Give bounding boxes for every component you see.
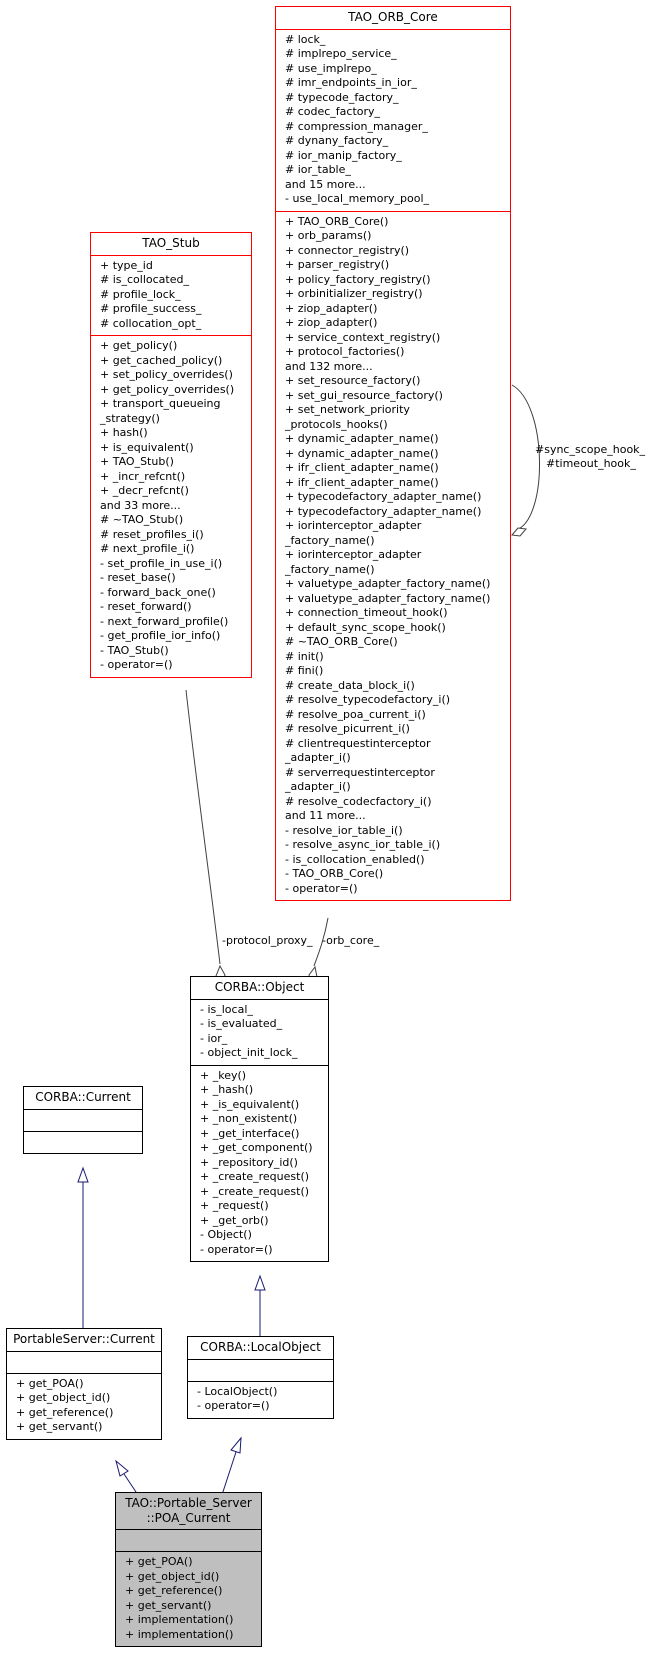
inherit-arrow-corba-object bbox=[255, 1276, 265, 1290]
member-line: # resolve_picurrent_i() bbox=[285, 722, 410, 735]
member-line: + get_POA() bbox=[16, 1376, 84, 1390]
member-line: - ior_ bbox=[200, 1031, 228, 1045]
member-line: + ifr_client_adapter_name() bbox=[285, 461, 439, 474]
member-line: and 15 more... bbox=[285, 177, 366, 191]
member-line: + protocol_factories() bbox=[285, 345, 405, 358]
attributes-section bbox=[24, 1109, 142, 1131]
member-line: # dynany_factory_ bbox=[285, 134, 389, 147]
member-line: + get_reference() bbox=[16, 1405, 114, 1419]
member-line: # typecode_factory_ bbox=[285, 90, 399, 104]
member-line: + get_policy_overrides() bbox=[100, 382, 235, 396]
member-line: # ior_table_ bbox=[285, 163, 351, 176]
member-line: # implrepo_service_ bbox=[285, 47, 397, 60]
member-line: + _get_orb() bbox=[200, 1213, 269, 1227]
attributes-section bbox=[276, 29, 510, 211]
member-line: + hash() bbox=[100, 426, 148, 439]
member-line: + _key() bbox=[200, 1068, 247, 1082]
member-line: + implementation() bbox=[125, 1613, 234, 1626]
member-line: + get_reference() bbox=[125, 1584, 223, 1597]
member-line: + policy_factory_registry() bbox=[285, 272, 431, 286]
operations-section bbox=[91, 335, 251, 677]
member-line: # reset_profiles_i() bbox=[100, 527, 204, 541]
class-name: PortableServer::Current bbox=[13, 1332, 155, 1346]
member-line: - reset_forward() bbox=[100, 600, 192, 613]
member-line: - LocalObject() bbox=[197, 1384, 278, 1398]
member-line: + default_sync_scope_hook() bbox=[285, 620, 446, 634]
member-line: # imr_endpoints_in_ior_ bbox=[285, 76, 417, 89]
edge-label-protocol-proxy: -protocol_proxy_ bbox=[222, 934, 313, 947]
member-line: - is_local_ bbox=[200, 1002, 253, 1016]
operations-section bbox=[7, 1373, 161, 1439]
attributes-section bbox=[91, 255, 251, 336]
class-name: TAO_Stub bbox=[142, 236, 200, 250]
member-line: - next_forward_profile() bbox=[100, 614, 229, 628]
member-line: + set_resource_factory() bbox=[285, 374, 421, 387]
member-line: + get_servant() bbox=[16, 1420, 103, 1433]
operations-section bbox=[24, 1131, 142, 1153]
member-line: # resolve_codecfactory_i() bbox=[285, 794, 432, 808]
class-name bbox=[116, 1493, 261, 1529]
member-line: + ifr_client_adapter_name() bbox=[285, 475, 439, 489]
member-line: and 132 more... bbox=[285, 359, 373, 373]
member-line: + valuetype_adapter_factory_name() bbox=[285, 577, 491, 590]
member-line: + _is_equivalent() bbox=[200, 1097, 300, 1111]
member-line: _factory_name() bbox=[285, 533, 375, 547]
member-line: + get_POA() bbox=[125, 1555, 193, 1568]
member-line: + orbinitializer_registry() bbox=[285, 287, 423, 300]
member-line: _adapter_i() bbox=[285, 780, 351, 793]
class-name: CORBA::Object bbox=[214, 980, 305, 994]
member-line: - TAO_ORB_Core() bbox=[285, 867, 384, 880]
member-line: + get_cached_policy() bbox=[100, 353, 223, 367]
member-line: + service_context_registry() bbox=[285, 330, 441, 344]
member-line: # resolve_typecodefactory_i() bbox=[285, 693, 451, 706]
member-line: # next_profile_i() bbox=[100, 542, 195, 555]
class-name: CORBA::Current bbox=[35, 1090, 131, 1104]
attributes-section bbox=[188, 1359, 333, 1381]
member-line: # use_implrepo_ bbox=[285, 61, 377, 75]
edge-label-sync-scope-hook: #sync_scope_hook_ bbox=[535, 443, 646, 456]
protocol-proxy-edge bbox=[186, 690, 220, 964]
member-line: + _repository_id() bbox=[200, 1155, 298, 1169]
class-name: CORBA::LocalObject bbox=[200, 1340, 321, 1354]
self-hook-edge bbox=[512, 385, 540, 530]
member-line: + TAO_Stub() bbox=[100, 455, 174, 468]
operations-section bbox=[276, 211, 510, 901]
member-line: and 33 more... bbox=[100, 498, 181, 512]
member-line: - use_local_memory_pool_ bbox=[285, 192, 430, 205]
class-poa-current[interactable] bbox=[115, 1492, 262, 1647]
member-line: + _get_component() bbox=[200, 1141, 313, 1154]
inherit-arrow-ps-current bbox=[116, 1461, 128, 1476]
edge-label-orb-core: -orb_core_ bbox=[322, 934, 380, 947]
member-line: + _create_request() bbox=[200, 1184, 310, 1198]
member-line: + iorinterceptor_adapter bbox=[285, 548, 422, 561]
member-line: - operator=() bbox=[200, 1242, 273, 1256]
member-line: - is_evaluated_ bbox=[200, 1017, 283, 1030]
member-line: # compression_manager_ bbox=[285, 119, 428, 133]
member-line: # ~TAO_Stub() bbox=[100, 513, 184, 526]
member-line: - object_init_lock_ bbox=[200, 1046, 298, 1059]
member-line: + ziop_adapter() bbox=[285, 316, 378, 329]
member-line: + connector_registry() bbox=[285, 243, 410, 257]
member-line: and 11 more... bbox=[285, 809, 366, 822]
class-portableserver-current[interactable] bbox=[6, 1328, 162, 1440]
member-line: + typecodefactory_adapter_name() bbox=[285, 490, 482, 503]
class-name-line-2: ::POA_Current bbox=[146, 1510, 231, 1525]
operations-section bbox=[191, 1065, 328, 1262]
class-tao-orb-core[interactable] bbox=[275, 6, 511, 901]
member-line: + get_servant() bbox=[125, 1598, 212, 1612]
member-line: # create_data_block_i() bbox=[285, 678, 415, 692]
edge-label-timeout-hook: #timeout_hook_ bbox=[546, 457, 636, 470]
member-line: # resolve_poa_current_i() bbox=[285, 707, 426, 721]
member-line: + _get_interface() bbox=[200, 1126, 300, 1140]
member-line: _factory_name() bbox=[285, 562, 375, 576]
member-line: # clientrequestinterceptor bbox=[285, 736, 431, 750]
member-line: # collocation_opt_ bbox=[100, 316, 202, 330]
member-line: + set_network_priority bbox=[285, 403, 410, 416]
member-line: _protocols_hooks() bbox=[285, 417, 388, 431]
member-line: # init() bbox=[285, 649, 324, 663]
attributes-section bbox=[7, 1351, 161, 1373]
member-line: + get_policy() bbox=[100, 339, 178, 352]
inherit-arrow-localobject bbox=[231, 1438, 241, 1453]
class-tao-stub[interactable] bbox=[90, 232, 252, 678]
member-line: - resolve_ior_table_i() bbox=[285, 823, 403, 837]
member-line: - reset_base() bbox=[100, 571, 176, 584]
member-line: - forward_back_one() bbox=[100, 585, 216, 599]
member-line: + dynamic_adapter_name() bbox=[285, 446, 439, 460]
member-line: # profile_lock_ bbox=[100, 287, 181, 301]
member-line: - operator=() bbox=[197, 1399, 270, 1412]
member-line: # profile_success_ bbox=[100, 302, 202, 315]
operations-section bbox=[188, 1381, 333, 1418]
member-line: + get_object_id() bbox=[16, 1391, 111, 1404]
attributes-section bbox=[116, 1529, 261, 1551]
member-line: + set_gui_resource_factory() bbox=[285, 388, 443, 402]
member-line: + _incr_refcnt() bbox=[100, 469, 186, 483]
member-line: # codec_factory_ bbox=[285, 105, 381, 118]
member-line: + type_id bbox=[100, 258, 153, 272]
member-line: + _request() bbox=[200, 1199, 269, 1212]
member-line: - get_profile_ior_info() bbox=[100, 629, 221, 642]
class-name-line-1: TAO::Portable_Server bbox=[125, 1496, 252, 1510]
member-line: # ior_manip_factory_ bbox=[285, 148, 402, 162]
member-line: # is_collocated_ bbox=[100, 273, 189, 286]
member-line: + get_object_id() bbox=[125, 1569, 220, 1583]
member-line: + iorinterceptor_adapter bbox=[285, 519, 422, 532]
member-line: _adapter_i() bbox=[285, 751, 351, 764]
member-line: + typecodefactory_adapter_name() bbox=[285, 504, 482, 518]
member-line: # fini() bbox=[285, 664, 324, 677]
self-hook-diamond bbox=[512, 528, 526, 536]
member-line: + _non_existent() bbox=[200, 1112, 298, 1125]
operations-section bbox=[116, 1551, 261, 1646]
class-corba-localobject[interactable] bbox=[187, 1336, 334, 1419]
member-line: - Object() bbox=[200, 1228, 252, 1241]
member-line: + set_policy_overrides() bbox=[100, 368, 233, 381]
attributes-section bbox=[191, 999, 328, 1065]
member-line: - operator=() bbox=[100, 658, 173, 671]
member-line: + implementation() bbox=[125, 1627, 234, 1641]
member-line: + connection_timeout_hook() bbox=[285, 606, 448, 619]
class-corba-object[interactable] bbox=[190, 976, 329, 1262]
member-line: _strategy() bbox=[100, 411, 160, 425]
inherit-arrow-corba-current bbox=[78, 1168, 88, 1182]
member-line: - resolve_async_ior_table_i() bbox=[285, 838, 441, 851]
class-corba-current[interactable] bbox=[23, 1086, 143, 1154]
member-line: + _decr_refcnt() bbox=[100, 484, 189, 497]
member-line: # serverrequestinterceptor bbox=[285, 765, 435, 779]
member-line: # lock_ bbox=[285, 32, 326, 46]
member-line: + valuetype_adapter_factory_name() bbox=[285, 591, 491, 605]
member-line: - set_profile_in_use_i() bbox=[100, 556, 223, 570]
member-line: + _hash() bbox=[200, 1083, 254, 1096]
member-line: # ~TAO_ORB_Core() bbox=[285, 635, 398, 648]
member-line: - operator=() bbox=[285, 881, 358, 895]
member-line: + transport_queueing bbox=[100, 397, 221, 410]
member-line: + is_equivalent() bbox=[100, 440, 194, 454]
member-line: + _create_request() bbox=[200, 1170, 310, 1183]
member-line: - TAO_Stub() bbox=[100, 643, 169, 657]
member-line: + TAO_ORB_Core() bbox=[285, 214, 389, 228]
member-line: + parser_registry() bbox=[285, 258, 390, 271]
class-name: TAO_ORB_Core bbox=[348, 10, 438, 24]
member-line: + ziop_adapter() bbox=[285, 301, 378, 315]
member-line: + orb_params() bbox=[285, 229, 372, 242]
member-line: - is_collocation_enabled() bbox=[285, 852, 425, 866]
member-line: + dynamic_adapter_name() bbox=[285, 432, 439, 445]
